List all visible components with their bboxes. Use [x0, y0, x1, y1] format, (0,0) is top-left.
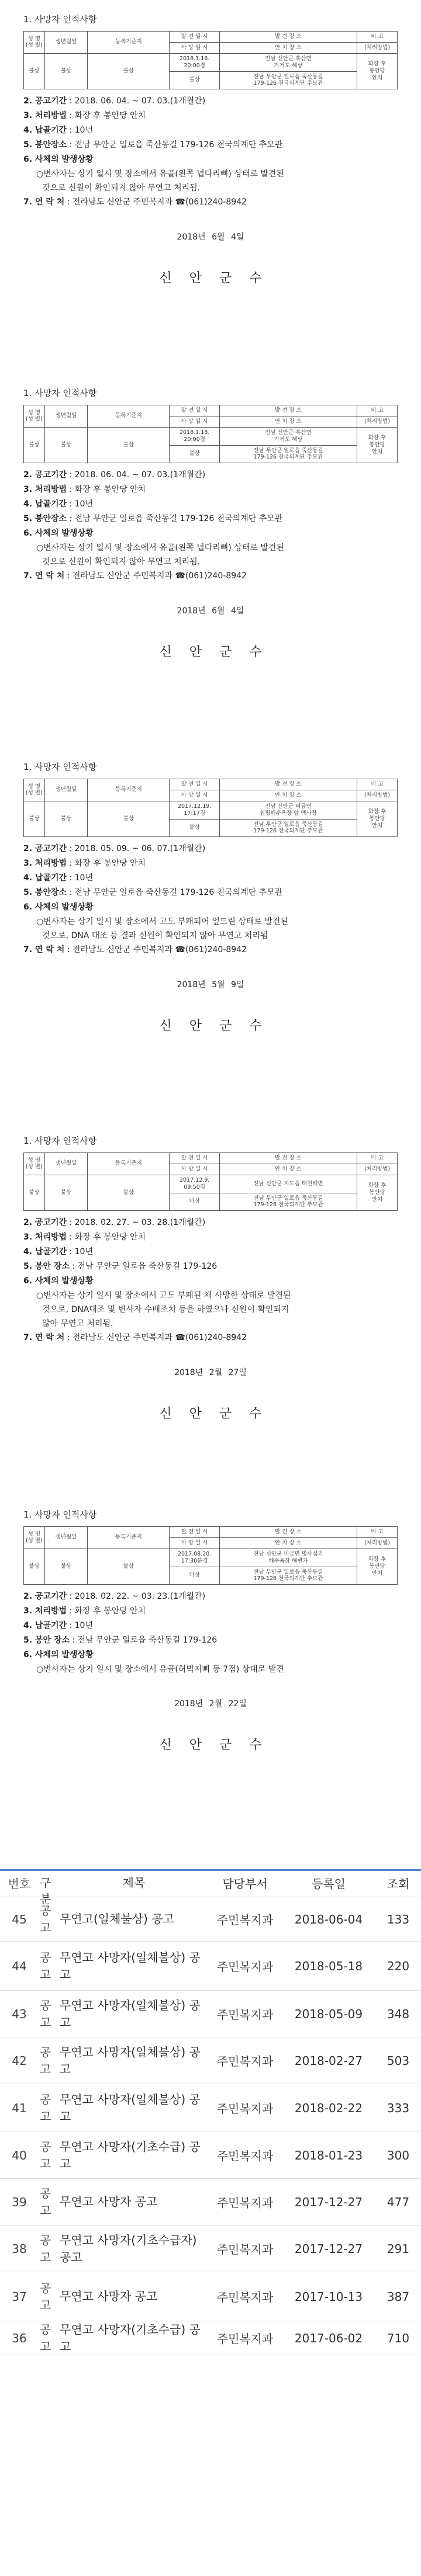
th-name: 성 명 (성 별) — [24, 32, 45, 54]
cell-birth: 불상 — [44, 427, 88, 463]
header-date[interactable]: 등록일 — [312, 1877, 346, 1891]
notice-line-label: 2. 공고기간 — [23, 1218, 67, 1228]
notice-line — [23, 1619, 398, 1633]
notice-date: 2018년 2월 22일 — [174, 1699, 247, 1709]
notice-line — [23, 138, 398, 152]
notice-signature: 신안군수 — [159, 1738, 279, 1753]
notice-line — [23, 900, 398, 915]
row-number: 38 — [12, 2241, 27, 2256]
cell-note: 화장 후 봉안당 안치 — [357, 1175, 398, 1211]
situation-text: 것으로 신원이 확인되지 않아 무연고 처리됨. — [42, 557, 201, 567]
situation-text: ○변사자는 상기 일시 및 장소에서 유골(왼쪽 넙다리뼈) 상태로 발견된 — [36, 169, 284, 179]
notice-details — [23, 842, 398, 957]
notice-line-value: : 2018. 02. 27. ~ 03. 28.(1개월간) — [67, 1218, 206, 1228]
cell-name: 불상 — [24, 427, 45, 463]
row-date: 2018-02-27 — [294, 2053, 363, 2068]
row-views: 220 — [387, 1959, 410, 1973]
row-department: 주민복지과 — [216, 2290, 274, 2304]
contact-value: : 전라남도 신안군 주민복지과 ☎(061)240-8942 — [64, 945, 247, 955]
th-found-time: 발 견 일 시 — [170, 1153, 220, 1164]
notice-line-value: : 화장 후 봉안당 안치 — [67, 859, 146, 869]
notice-heading: 1. 사망자 인적사항 — [23, 762, 97, 772]
situation-text: ○변사자는 상기 일시 및 장소에서 유골(왼쪽 넙다리뼈) 상태로 발견된 — [36, 543, 284, 553]
row-views: 291 — [387, 2241, 410, 2256]
row-number: 40 — [12, 2148, 27, 2162]
cell-found-time: 2017.12.19. 17:17경 — [170, 801, 220, 819]
row-date: 2018-05-18 — [294, 1959, 363, 1973]
situation-text: 것으로, DNA 대조 등 결과 신원이 확인되지 않아 무연고 처리됨 — [42, 931, 268, 941]
cell-found-time: 2017.08.20. 17:30분경 — [170, 1549, 220, 1567]
notice-line — [23, 482, 398, 497]
notice-line-value: : 전남 무안군 일로읍 죽산동길 179-126 천국의계단 추모관 — [67, 888, 283, 898]
notice-line-label: 4. 납골기간 — [23, 499, 67, 509]
th-death-time: 사 망 일 시 — [170, 1164, 220, 1175]
row-category: 공고 — [40, 2322, 51, 2353]
th-name: 성 명 (성 별) — [24, 1153, 45, 1175]
table-row[interactable] — [0, 1942, 421, 1991]
cell-found-place: 전남 신안군 비금면 원평해수욕장 앞 백사장 — [219, 801, 357, 819]
header-department[interactable]: 담당부서 — [222, 1877, 268, 1891]
notice-line-label: 3. 처리방법 — [23, 111, 67, 121]
notice-section — [0, 0, 421, 374]
table-row[interactable] — [0, 2272, 421, 2321]
situation-text: 않아 무연고 처리됨. — [42, 1319, 113, 1329]
contact-value: : 전라남도 신안군 주민복지과 ☎(061)240-8942 — [64, 1333, 247, 1343]
contact-value: : 전라남도 신안군 주민복지과 ☎(061)240-8942 — [64, 571, 247, 581]
notice-line-label: 3. 처리방법 — [23, 859, 67, 869]
row-title-link[interactable]: 무연고 사망자(일체불상) 공고 — [60, 2092, 201, 2123]
row-date: 2017-12-27 — [294, 2241, 363, 2256]
contact-value: : 전라남도 신안군 주민복지과 ☎(061)240-8942 — [64, 197, 247, 207]
notice-line — [23, 886, 398, 900]
th-found-place: 발 견 장 소 — [219, 32, 357, 43]
row-category: 공고 — [40, 2092, 51, 2123]
th-registry: 등록기준지 — [88, 779, 170, 801]
notice-line-label: 5. 봉안장소 — [23, 140, 67, 150]
th-death-place: 안 치 장 소 — [219, 1537, 357, 1549]
deceased-info-table — [23, 405, 398, 463]
notice-line — [23, 1589, 398, 1604]
notice-section — [0, 748, 421, 1122]
row-views: 503 — [387, 2053, 410, 2068]
situation-text: 것으로, DNA대조 및 변사자 수배조치 등을 하였으나 신원이 확인되지 — [42, 1305, 289, 1315]
notice-date: 2018년 6월 4일 — [177, 232, 244, 242]
th-death-time: 사 망 일 시 — [170, 790, 220, 801]
th-death-place: 안 치 장 소 — [219, 1164, 357, 1175]
deceased-info-table — [23, 779, 398, 837]
row-title-link[interactable]: 무연고 사망자(기초수급자) 공고 — [60, 2233, 197, 2264]
notice-line — [23, 1216, 398, 1230]
notice-line-label: 2. 공고기간 — [23, 844, 67, 854]
cell-found-place: 전남 신안군 지도읍 태천해변 — [219, 1175, 357, 1193]
th-registry: 등록기준지 — [88, 1527, 170, 1549]
cell-birth: 불상 — [44, 1175, 88, 1211]
notice-details — [23, 1216, 398, 1345]
th-note: 비 고 — [357, 1153, 398, 1164]
table-row[interactable] — [0, 2179, 421, 2226]
cell-death-time: 불상 — [170, 819, 220, 837]
cell-found-place: 전남 신안군 흑산면 가거도 해상 — [219, 427, 357, 445]
notice-line — [23, 497, 398, 512]
notice-line — [23, 1648, 398, 1662]
th-found-time: 발 견 일 시 — [170, 405, 220, 416]
contact-line — [23, 943, 398, 957]
row-date: 2018-06-04 — [294, 1912, 363, 1926]
table-row[interactable] — [0, 2037, 421, 2084]
cell-registry: 불상 — [88, 1549, 170, 1585]
cell-registry: 불상 — [88, 53, 170, 89]
header-title[interactable]: 제목 — [122, 1876, 146, 1890]
table-row[interactable] — [0, 2132, 421, 2179]
cell-death-time: 미상 — [170, 1193, 220, 1211]
header-number[interactable]: 번호 — [8, 1877, 31, 1891]
table-row[interactable] — [0, 2321, 421, 2355]
th-birth: 생년월일 — [44, 1527, 88, 1549]
row-title-link[interactable]: 무연고 사망자 공고 — [60, 2289, 158, 2303]
notice-signature: 신안군수 — [159, 271, 279, 286]
notice-line — [23, 1245, 398, 1259]
row-views: 710 — [387, 2331, 410, 2345]
notice-line-value: : 10년 — [67, 873, 93, 883]
notice-line — [23, 1633, 398, 1648]
row-category: 공고 — [40, 2139, 51, 2171]
contact-line — [23, 195, 398, 210]
notice-line — [23, 468, 398, 482]
th-birth: 생년월일 — [44, 405, 88, 428]
th-death-time: 사 망 일 시 — [170, 416, 220, 427]
cell-name: 불상 — [24, 1549, 45, 1585]
row-date: 2017-10-13 — [294, 2289, 363, 2304]
contact-label: 7. 연 락 처 — [23, 197, 65, 207]
row-category: 공고 — [40, 2280, 51, 2312]
row-department: 주민복지과 — [216, 2054, 274, 2068]
cell-death-time: 불상 — [170, 445, 220, 463]
th-birth: 생년월일 — [44, 1153, 88, 1175]
th-death-place: 안 치 장 소 — [219, 790, 357, 801]
th-death-time: 사 망 일 시 — [170, 1537, 220, 1549]
notice-line-value: : 10년 — [67, 1247, 93, 1257]
cell-note: 화장 후 봉안당 안치 — [357, 53, 398, 89]
notice-line — [23, 94, 398, 109]
row-department: 주민복지과 — [216, 2102, 274, 2116]
cell-found-time: 2018.1.18. 20:00경 — [170, 427, 220, 445]
notice-line-value: : 전남 무안군 일로읍 죽산동길 179-126 천국의계단 추모관 — [67, 140, 283, 150]
notice-line-label: 5. 봉안 장소 — [23, 1636, 70, 1645]
notice-heading: 1. 사망자 인적사항 — [23, 14, 97, 25]
th-name: 성 명 (성 별) — [24, 779, 45, 801]
cell-found-time: 2018.1.16. 20:00경 — [170, 53, 220, 71]
row-department: 주민복지과 — [216, 1960, 274, 1974]
situation-text: ○변사자는 상기 일시 및 장소에서 유골(허벅지뼈 등 7점) 상태로 발견 — [36, 1665, 284, 1675]
cell-birth: 불상 — [44, 53, 88, 89]
notice-line-label: 4. 납골기간 — [23, 1247, 67, 1257]
th-found-time: 발 견 일 시 — [170, 1527, 220, 1538]
row-views: 348 — [387, 2006, 410, 2021]
notice-line-value: : 화장 후 봉안당 안치 — [67, 1233, 146, 1242]
row-number: 39 — [12, 2195, 27, 2209]
cell-death-place: 전남 무안군 일로읍 죽산동길 179-126 천국의계단 추모관 — [219, 445, 357, 463]
cell-death-place: 전남 무안군 일로읍 죽산동길 179-126 천국의계단 추모관 — [219, 71, 357, 89]
notice-line-label: 4. 납골기간 — [23, 873, 67, 883]
cell-registry: 불상 — [88, 427, 170, 463]
notice-line-label: 2. 공고기간 — [23, 470, 67, 480]
notice-line-value: : 2018. 05. 09. ~ 06. 07.(1개월간) — [67, 844, 206, 854]
row-views: 133 — [387, 1912, 410, 1926]
th-note-method: (처리방법) — [357, 790, 398, 801]
cell-registry: 불상 — [88, 1175, 170, 1211]
cell-name: 불상 — [24, 801, 45, 837]
row-department: 주민복지과 — [216, 2196, 274, 2210]
row-category: 공고 — [40, 1903, 51, 1935]
notice-line — [23, 856, 398, 871]
notice-signature: 신안군수 — [159, 1019, 279, 1034]
row-department: 주민복지과 — [216, 1913, 274, 1927]
notice-line — [23, 842, 398, 856]
row-department: 주민복지과 — [216, 2332, 274, 2346]
notice-line-label: 4. 납골기간 — [23, 1621, 67, 1631]
notice-line-label: 6. 사체의 발생상황 — [23, 902, 94, 912]
th-found-place: 발 견 장 소 — [219, 1527, 357, 1538]
notice-signature: 신안군수 — [159, 1407, 279, 1422]
contact-line — [23, 569, 398, 584]
row-title-link[interactable]: 무연고(일체불상) 공고 — [60, 1912, 174, 1926]
notice-line — [23, 871, 398, 886]
notice-line-label: 6. 사체의 발생상황 — [23, 1276, 94, 1286]
th-found-place: 발 견 장 소 — [219, 1153, 357, 1164]
notice-line-label: 3. 처리방법 — [23, 1233, 67, 1242]
cell-registry: 불상 — [88, 801, 170, 837]
situation-text: 것으로 신원이 확인되지 않아 무연고 처리됨. — [42, 183, 201, 193]
contact-line — [23, 1331, 398, 1345]
contact-label: 7. 연 락 처 — [23, 571, 65, 581]
row-date: 2018-01-23 — [294, 2148, 363, 2162]
board-header-row — [0, 1869, 421, 1906]
board-rows — [0, 1897, 421, 2355]
notice-line-value: : 10년 — [67, 499, 93, 509]
th-name: 성 명 (성 별) — [24, 1527, 45, 1549]
row-date: 2018-02-22 — [294, 2101, 363, 2115]
deceased-info-table — [23, 31, 398, 89]
th-note-method: (처리방법) — [357, 1164, 398, 1175]
notice-line-value: : 전남 무안군 일로읍 죽산동길 179-126 천국의계단 추모관 — [67, 514, 283, 524]
situation-text: ○변사자는 상기 일시 및 장소에서 고도 부패된 채 사망한 상태로 발견된 — [36, 1291, 291, 1301]
row-title-link[interactable]: 무연고 사망자(일체불상) 공고 — [60, 1998, 201, 2029]
row-views: 477 — [387, 2195, 410, 2209]
cell-name: 불상 — [24, 1175, 45, 1211]
row-category: 공고 — [40, 1998, 51, 2029]
table-row[interactable] — [0, 2084, 421, 2132]
th-note: 비 고 — [357, 1527, 398, 1538]
notice-date: 2018년 6월 4일 — [177, 606, 244, 616]
notice-line-label: 6. 사체의 발생상황 — [23, 1650, 94, 1660]
row-category: 공고 — [40, 1950, 51, 1981]
row-number: 41 — [12, 2101, 27, 2115]
cell-birth: 불상 — [44, 1549, 88, 1585]
notice-signature: 신안군수 — [159, 645, 279, 660]
table-row[interactable] — [0, 1897, 421, 1942]
row-department: 주민복지과 — [216, 2149, 274, 2163]
row-views: 387 — [387, 2289, 410, 2304]
th-found-place: 발 견 장 소 — [219, 779, 357, 790]
cell-note: 화장 후 봉안당 안치 — [357, 1549, 398, 1585]
row-title-link[interactable]: 무연고 사망자(일체불상) 공고 — [60, 2044, 201, 2076]
notice-line — [23, 152, 398, 167]
row-department: 주민복지과 — [216, 2008, 274, 2022]
th-birth: 생년월일 — [44, 779, 88, 801]
header-views[interactable]: 조회 — [387, 1877, 410, 1891]
notice-line — [23, 1604, 398, 1619]
notice-line — [23, 123, 398, 138]
th-note: 비 고 — [357, 405, 398, 416]
notice-line — [23, 109, 398, 123]
cell-death-time: 미상 — [170, 1567, 220, 1585]
notice-line-value: : 화장 후 봉안당 안치 — [67, 1606, 146, 1616]
situation-text: ○변사자는 상기 일시 및 장소에서 고도 부패되어 엎드린 상태로 발견된 — [36, 917, 288, 927]
th-note-method: (처리방법) — [357, 1537, 398, 1549]
notice-line — [23, 1230, 398, 1245]
table-row[interactable] — [0, 2226, 421, 2272]
notice-date: 2018년 2월 27일 — [174, 1368, 247, 1378]
th-found-time: 발 견 일 시 — [170, 779, 220, 790]
cell-found-time: 2017.12.9. 09:50경 — [170, 1175, 220, 1193]
row-date: 2018-05-09 — [294, 2006, 363, 2021]
th-registry: 등록기준지 — [88, 405, 170, 428]
notice-line-value: : 2018. 02. 22. ~ 03. 23.(1개월간) — [67, 1592, 206, 1602]
row-category: 공고 — [40, 2233, 51, 2264]
notice-section — [0, 374, 421, 748]
row-title-link[interactable]: 무연고 사망자 공고 — [60, 2195, 158, 2209]
notice-line — [23, 1259, 398, 1274]
notice-line-label: 2. 공고기간 — [23, 96, 67, 106]
row-title-link[interactable]: 무연고 사망자(기초수급) 공고 — [60, 2139, 201, 2171]
table-row[interactable] — [0, 1991, 421, 2037]
row-category: 공고 — [40, 2186, 51, 2217]
notice-line — [23, 526, 398, 541]
notice-section — [0, 1495, 421, 1869]
notice-line-label: 4. 납골기간 — [23, 126, 67, 136]
contact-label: 7. 연 락 처 — [23, 1333, 65, 1343]
notice-section — [0, 1122, 421, 1495]
header-category[interactable]: 구분 — [40, 1876, 51, 1906]
row-number: 43 — [12, 2006, 27, 2021]
cell-death-time: 불상 — [170, 71, 220, 89]
notice-details — [23, 94, 398, 210]
notice-heading: 1. 사망자 인적사항 — [23, 388, 97, 398]
cell-death-place: 전남 무안군 일로읍 죽산동길 179-126 천국의계단 추모관 — [219, 819, 357, 837]
th-note: 비 고 — [357, 32, 398, 43]
th-found-place: 발 견 장 소 — [219, 405, 357, 416]
row-title-link[interactable]: 무연고 사망자(일체불상) 공고 — [60, 1950, 201, 1981]
row-department: 주민복지과 — [216, 2242, 274, 2256]
row-number: 42 — [12, 2053, 27, 2068]
row-views: 300 — [387, 2148, 410, 2162]
row-number: 36 — [12, 2331, 27, 2345]
notice-line-value: : 전남 무안군 일로읍 죽산동길 179-126 — [69, 1262, 218, 1272]
cell-name: 불상 — [24, 53, 45, 89]
notice-date: 2018년 5월 9일 — [177, 980, 244, 990]
notice-line — [23, 1274, 398, 1289]
notice-line-value: : 화장 후 봉안당 안치 — [67, 111, 146, 121]
notice-details — [23, 468, 398, 584]
notice-line-value: : 2018. 06. 04. ~ 07. 03.(1개월간) — [67, 96, 206, 106]
th-note-method: (처리방법) — [357, 416, 398, 427]
row-title-link[interactable]: 무연고 사망자(기초수급) 공고 — [60, 2322, 201, 2353]
row-date: 2017-06-02 — [294, 2331, 363, 2345]
notice-line — [23, 512, 398, 526]
notice-line-label: 6. 사체의 발생상황 — [23, 155, 94, 165]
th-name: 성 명 (성 별) — [24, 405, 45, 428]
row-category: 공고 — [40, 2044, 51, 2076]
notice-line-label: 5. 봉안 장소 — [23, 1262, 70, 1272]
notice-line-label: 2. 공고기간 — [23, 1592, 67, 1602]
cell-found-place: 전남 신안군 흑산면 가거도 해상 — [219, 53, 357, 71]
notice-line-value: : 10년 — [67, 1621, 93, 1631]
th-registry: 등록기준지 — [88, 32, 170, 54]
th-found-time: 발 견 일 시 — [170, 32, 220, 43]
th-death-place: 안 치 장 소 — [219, 416, 357, 427]
cell-found-place: 전남 신안군 비금면 명사십리 해수욕장 해변가 — [219, 1549, 357, 1567]
notice-line-label: 5. 봉안장소 — [23, 514, 67, 524]
row-number: 44 — [12, 1959, 27, 1973]
row-number: 37 — [12, 2289, 27, 2304]
row-date: 2017-12-27 — [294, 2195, 363, 2209]
notice-line-value: : 화장 후 봉안당 안치 — [67, 485, 146, 495]
notice-line-label: 6. 사체의 발생상황 — [23, 529, 94, 539]
th-registry: 등록기준지 — [88, 1153, 170, 1175]
notice-line-label: 3. 처리방법 — [23, 1606, 67, 1616]
notice-line-label: 5. 봉안장소 — [23, 888, 67, 898]
notice-details — [23, 1589, 398, 1676]
notice-line-value: : 2018. 06. 04. ~ 07. 03.(1개월간) — [67, 470, 206, 480]
deceased-info-table — [23, 1152, 398, 1211]
cell-birth: 불상 — [44, 801, 88, 837]
notice-heading: 1. 사망자 인적사항 — [23, 1136, 97, 1146]
cell-death-place: 전남 무안군 일로읍 죽산동길 179-126 천국의계단 추모관 — [219, 1567, 357, 1585]
notice-line-label: 3. 처리방법 — [23, 485, 67, 495]
cell-note: 화장 후 봉안당 안치 — [357, 427, 398, 463]
deceased-info-table — [23, 1526, 398, 1585]
notice-heading: 1. 사망자 인적사항 — [23, 1509, 97, 1520]
th-death-place: 안 치 장 소 — [219, 42, 357, 53]
th-death-time: 사 망 일 시 — [170, 42, 220, 53]
contact-label: 7. 연 락 처 — [23, 945, 65, 955]
row-number: 45 — [12, 1912, 27, 1926]
th-note-method: (처리방법) — [357, 42, 398, 53]
notice-board-table — [0, 1869, 421, 2355]
th-note: 비 고 — [357, 779, 398, 790]
th-birth: 생년월일 — [44, 32, 88, 54]
cell-death-place: 전남 무안군 일로읍 죽산동길 179-126 천국의계단 추모관 — [219, 1193, 357, 1211]
row-views: 333 — [387, 2101, 410, 2115]
cell-note: 화장 후 봉안당 안치 — [357, 801, 398, 837]
notice-line-value: : 전남 무안군 일로읍 죽산동길 179-126 — [69, 1636, 218, 1645]
notice-line-value: : 10년 — [67, 126, 93, 136]
